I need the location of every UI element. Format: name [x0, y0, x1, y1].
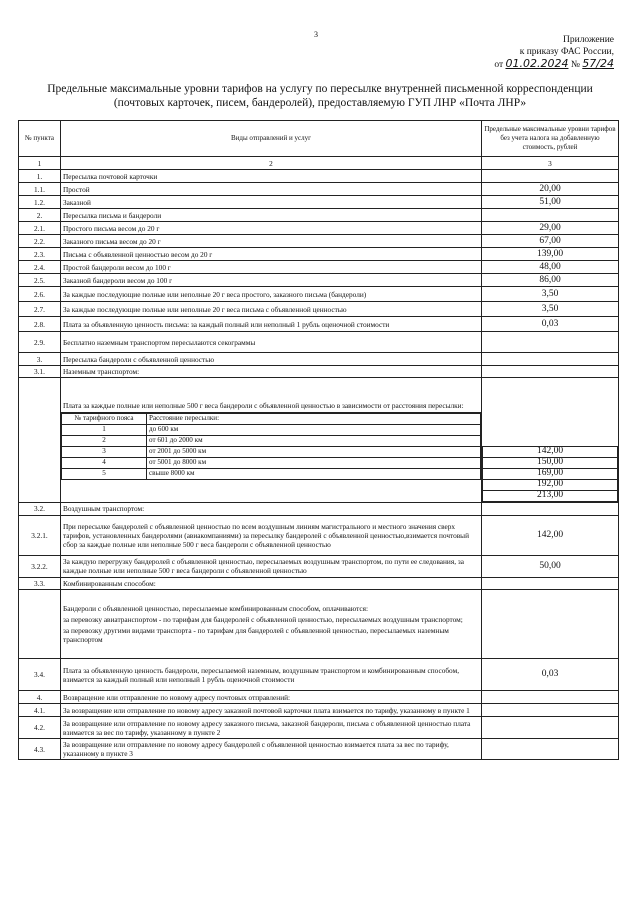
item-price: 20,00	[482, 183, 619, 196]
order-date: 01.02.2024	[505, 57, 569, 70]
table-row	[19, 332, 619, 353]
zone-price-row	[483, 490, 618, 501]
item-number: 2.2.	[19, 235, 61, 248]
table-row	[19, 691, 619, 704]
table-row	[19, 261, 619, 274]
title-line1: Предельные максимальные уровни тарифов на услугу по пересылке внутренней письменной корреспонденции	[47, 83, 593, 95]
item-description: Пересылка письма и бандероли	[61, 209, 482, 222]
zone-row	[62, 435, 481, 446]
zone-number: 1	[62, 424, 147, 435]
table-row	[19, 353, 619, 366]
zone-price-row	[483, 446, 618, 457]
zone-distance: от 2001 до 5000 км	[147, 446, 481, 457]
item-number: 3.4.	[19, 659, 61, 691]
item-price: 142,00	[482, 515, 619, 555]
zones-price-cell	[482, 378, 619, 503]
item-number: 2.3.	[19, 248, 61, 261]
date-prefix: от	[494, 60, 504, 70]
item-price: 0,03	[482, 659, 619, 691]
item-price	[482, 332, 619, 353]
item-number: 2.6.	[19, 287, 61, 302]
item-number: 1.1.	[19, 183, 61, 196]
item-number: 1.	[19, 170, 61, 183]
item-description: Простой бандероли весом до 100 г	[61, 261, 482, 274]
table-row	[19, 515, 619, 555]
header-cell: № пункта	[19, 121, 61, 157]
column-number: 3	[482, 157, 619, 170]
table-row	[19, 287, 619, 302]
item-description: Заказной	[61, 196, 482, 209]
item-price: 3,50	[482, 302, 619, 317]
table-header-row	[19, 121, 619, 157]
combined-method-line: Бандероли с объявленной ценностью, пересылаемые комбинированным способом, оплачиваются:	[63, 603, 369, 613]
item-description: Заказного письма весом до 20 г	[61, 235, 482, 248]
item-number: 2.9.	[19, 332, 61, 353]
item-description: За каждые последующие полные или неполные 20 г веса простого, заказного письма (бандероли)	[61, 287, 482, 302]
table-row	[19, 659, 619, 691]
zone-number: 2	[62, 435, 147, 446]
zones-description-cell	[61, 378, 482, 503]
item-number: 2.5.	[19, 274, 61, 287]
item-description: Простого письма весом до 20 г	[61, 222, 482, 235]
tariff-table	[18, 120, 619, 760]
item-number: 1.2.	[19, 196, 61, 209]
item-description: Письма с объявленной ценностью весом до 20 г	[61, 248, 482, 261]
distance-header: Расстояние пересылки:	[147, 413, 481, 424]
item-price	[482, 170, 619, 183]
item-price: 51,00	[482, 196, 619, 209]
item-description: За возвращение или отправление по новому адресу заказной почтовой карточки плата взимается по тарифу, указанному в пункте 1	[61, 704, 482, 717]
table-row	[19, 555, 619, 577]
appendix-block	[444, 34, 614, 71]
zone-distance: свыше 8000 км	[147, 468, 481, 479]
zone-number: 5	[62, 468, 147, 479]
combined-method-line: за перевозку другими видами транспорта - по тарифам для бандеролей с объявленной ценностью, пересылаемых наземным транспортом	[63, 625, 449, 644]
zone-price: 213,00	[483, 490, 618, 501]
item-description: Плата за объявленную ценность письма: за каждый полный или неполный 1 рубль оценочной стоимости	[61, 317, 482, 332]
item-number: 3.1.	[19, 366, 61, 378]
item-number: 2.	[19, 209, 61, 222]
combined-method-row	[19, 589, 619, 658]
page-number: 3	[314, 30, 318, 39]
table-row	[19, 704, 619, 717]
item-description: Наземным транспортом:	[61, 366, 482, 378]
zone-header: № тарифного пояса	[62, 413, 147, 424]
zone-price-row	[483, 479, 618, 490]
item-price	[482, 577, 619, 589]
table-row	[19, 317, 619, 332]
item-description: При пересылке бандеролей с объявленной ценностью по всем воздушным линиям магистрального и местного значения сверх тарифов, установленных бандеролями (авиакомпаниями) за пересылку бандеролей с объявленной ценностью,взимается почтовый сбор за каждые полные или неполные 500 г веса бандероли с объявленной ценностью	[61, 515, 482, 555]
table-row	[19, 717, 619, 739]
item-number: 3.2.	[19, 502, 61, 515]
column-number: 2	[61, 157, 482, 170]
appendix-line1: Приложение	[563, 35, 614, 45]
table-row	[19, 274, 619, 287]
item-description: За возвращение или отправление по новому адресу заказного письма, заказной бандероли, письма с объявленной ценностью плата взимается за вес по тарифу, указанному в пункте 2	[61, 717, 482, 739]
item-description: Возвращение или отправление по новому адресу почтовых отправлений:	[61, 691, 482, 704]
zones-price-table	[482, 446, 618, 502]
item-number: 3.	[19, 353, 61, 366]
item-number: 4.	[19, 691, 61, 704]
table-row	[19, 248, 619, 261]
column-number: 1	[19, 157, 61, 170]
empty-cell	[19, 589, 61, 658]
zones-block-row	[19, 378, 619, 503]
item-price: 0,03	[482, 317, 619, 332]
zones-header-row	[62, 413, 481, 424]
table-row	[19, 209, 619, 222]
item-description: Простой	[61, 183, 482, 196]
item-number: 2.8.	[19, 317, 61, 332]
table-row	[19, 302, 619, 317]
zone-distance: от 5001 до 8000 км	[147, 457, 481, 468]
zones-header-text: Плата за каждые полные или неполные 500 г веса бандероли с объявленной ценностью в зависимости от расстояния пересылки:	[61, 400, 481, 413]
item-description: Пересылка почтовой карточки	[61, 170, 482, 183]
item-number: 3.2.1.	[19, 515, 61, 555]
item-price: 139,00	[482, 248, 619, 261]
item-price	[482, 691, 619, 704]
item-price	[482, 704, 619, 717]
item-price: 48,00	[482, 261, 619, 274]
table-row	[19, 183, 619, 196]
item-number: 4.1.	[19, 704, 61, 717]
item-number: 2.1.	[19, 222, 61, 235]
table-row	[19, 196, 619, 209]
zone-row	[62, 468, 481, 479]
table-row	[19, 170, 619, 183]
item-description: Заказной бандероли весом до 100 г	[61, 274, 482, 287]
item-price	[482, 739, 619, 760]
item-description: За возвращение или отправление по новому адресу бандеролей с объявленной ценностью взимается плата за вес по тарифу, указанному в пункте 3	[61, 739, 482, 760]
zone-row	[62, 446, 481, 457]
item-number: 2.4.	[19, 261, 61, 274]
item-description: Комбинированным способом:	[61, 577, 482, 589]
zone-price: 142,00	[483, 446, 618, 457]
item-number: 4.3.	[19, 739, 61, 760]
table-row	[19, 577, 619, 589]
zone-price-row	[483, 457, 618, 468]
item-price	[482, 502, 619, 515]
title-line2: (почтовых карточек, писем, бандеролей), предоставляемую ГУП ЛНР «Почта ЛНР»	[113, 97, 527, 109]
header-cell: Виды отправлений и услуг	[61, 121, 482, 157]
table-row	[19, 739, 619, 760]
item-price	[482, 366, 619, 378]
item-price: 67,00	[482, 235, 619, 248]
item-description: Бесплатно наземным транспортом пересылаются секограммы	[61, 332, 482, 353]
item-description: За каждую перегрузку бандеролей с объявленной ценностью, пересылаемых воздушным транспортом, по пути ее следования, за каждые полные или неполные 500 г веса бандероли с объявленной ценностью	[61, 555, 482, 577]
item-description: За каждые последующие полные или неполные 20 г веса письма с объявленной ценностью	[61, 302, 482, 317]
item-price: 50,00	[482, 555, 619, 577]
zone-price-row	[483, 468, 618, 479]
item-price: 86,00	[482, 274, 619, 287]
item-description: Пересылка бандероли с объявленной ценностью	[61, 353, 482, 366]
zone-distance: от 601 до 2000 км	[147, 435, 481, 446]
table-row	[19, 502, 619, 515]
item-price	[482, 717, 619, 739]
item-price	[482, 209, 619, 222]
number-prefix: №	[570, 60, 580, 70]
zones-table	[61, 413, 481, 480]
empty-cell	[482, 589, 619, 658]
item-number: 2.7.	[19, 302, 61, 317]
zone-price: 150,00	[483, 457, 618, 468]
zone-number: 4	[62, 457, 147, 468]
zone-number: 3	[62, 446, 147, 457]
item-price: 3,50	[482, 287, 619, 302]
table-row	[19, 366, 619, 378]
zone-price: 169,00	[483, 468, 618, 479]
item-number: 3.2.2.	[19, 555, 61, 577]
appendix-line2: к приказу ФАС России,	[519, 47, 614, 57]
table-row	[19, 222, 619, 235]
header-cell: Предельные максимальные уровни тарифов без учета налога на добавленную стоимость, рублей	[482, 121, 619, 157]
table-row	[19, 235, 619, 248]
order-number: 57/24	[582, 57, 614, 70]
appendix-date-line	[444, 58, 614, 71]
combined-method-description	[61, 589, 482, 658]
column-number-row	[19, 157, 619, 170]
zone-row	[62, 457, 481, 468]
item-price: 29,00	[482, 222, 619, 235]
zone-row	[62, 424, 481, 435]
item-price	[482, 353, 619, 366]
zone-price: 192,00	[483, 479, 618, 490]
item-description: Воздушным транспортом:	[61, 502, 482, 515]
zone-distance: до 600 км	[147, 424, 481, 435]
item-number: 4.2.	[19, 717, 61, 739]
item-description: Плата за объявленную ценность бандероли, пересылаемой наземным, воздушным транспортом и комбинированным способом, взимается за каждый полный или неполный 1 рубль оценочной стоимости	[61, 659, 482, 691]
document-title	[40, 82, 600, 110]
item-number: 3.3.	[19, 577, 61, 589]
empty-cell	[19, 378, 61, 503]
combined-method-line: за перевозку авиатранспортом - по тарифам для бандеролей с объявленной ценностью, пересылаемых воздушным транспортом;	[63, 614, 463, 624]
